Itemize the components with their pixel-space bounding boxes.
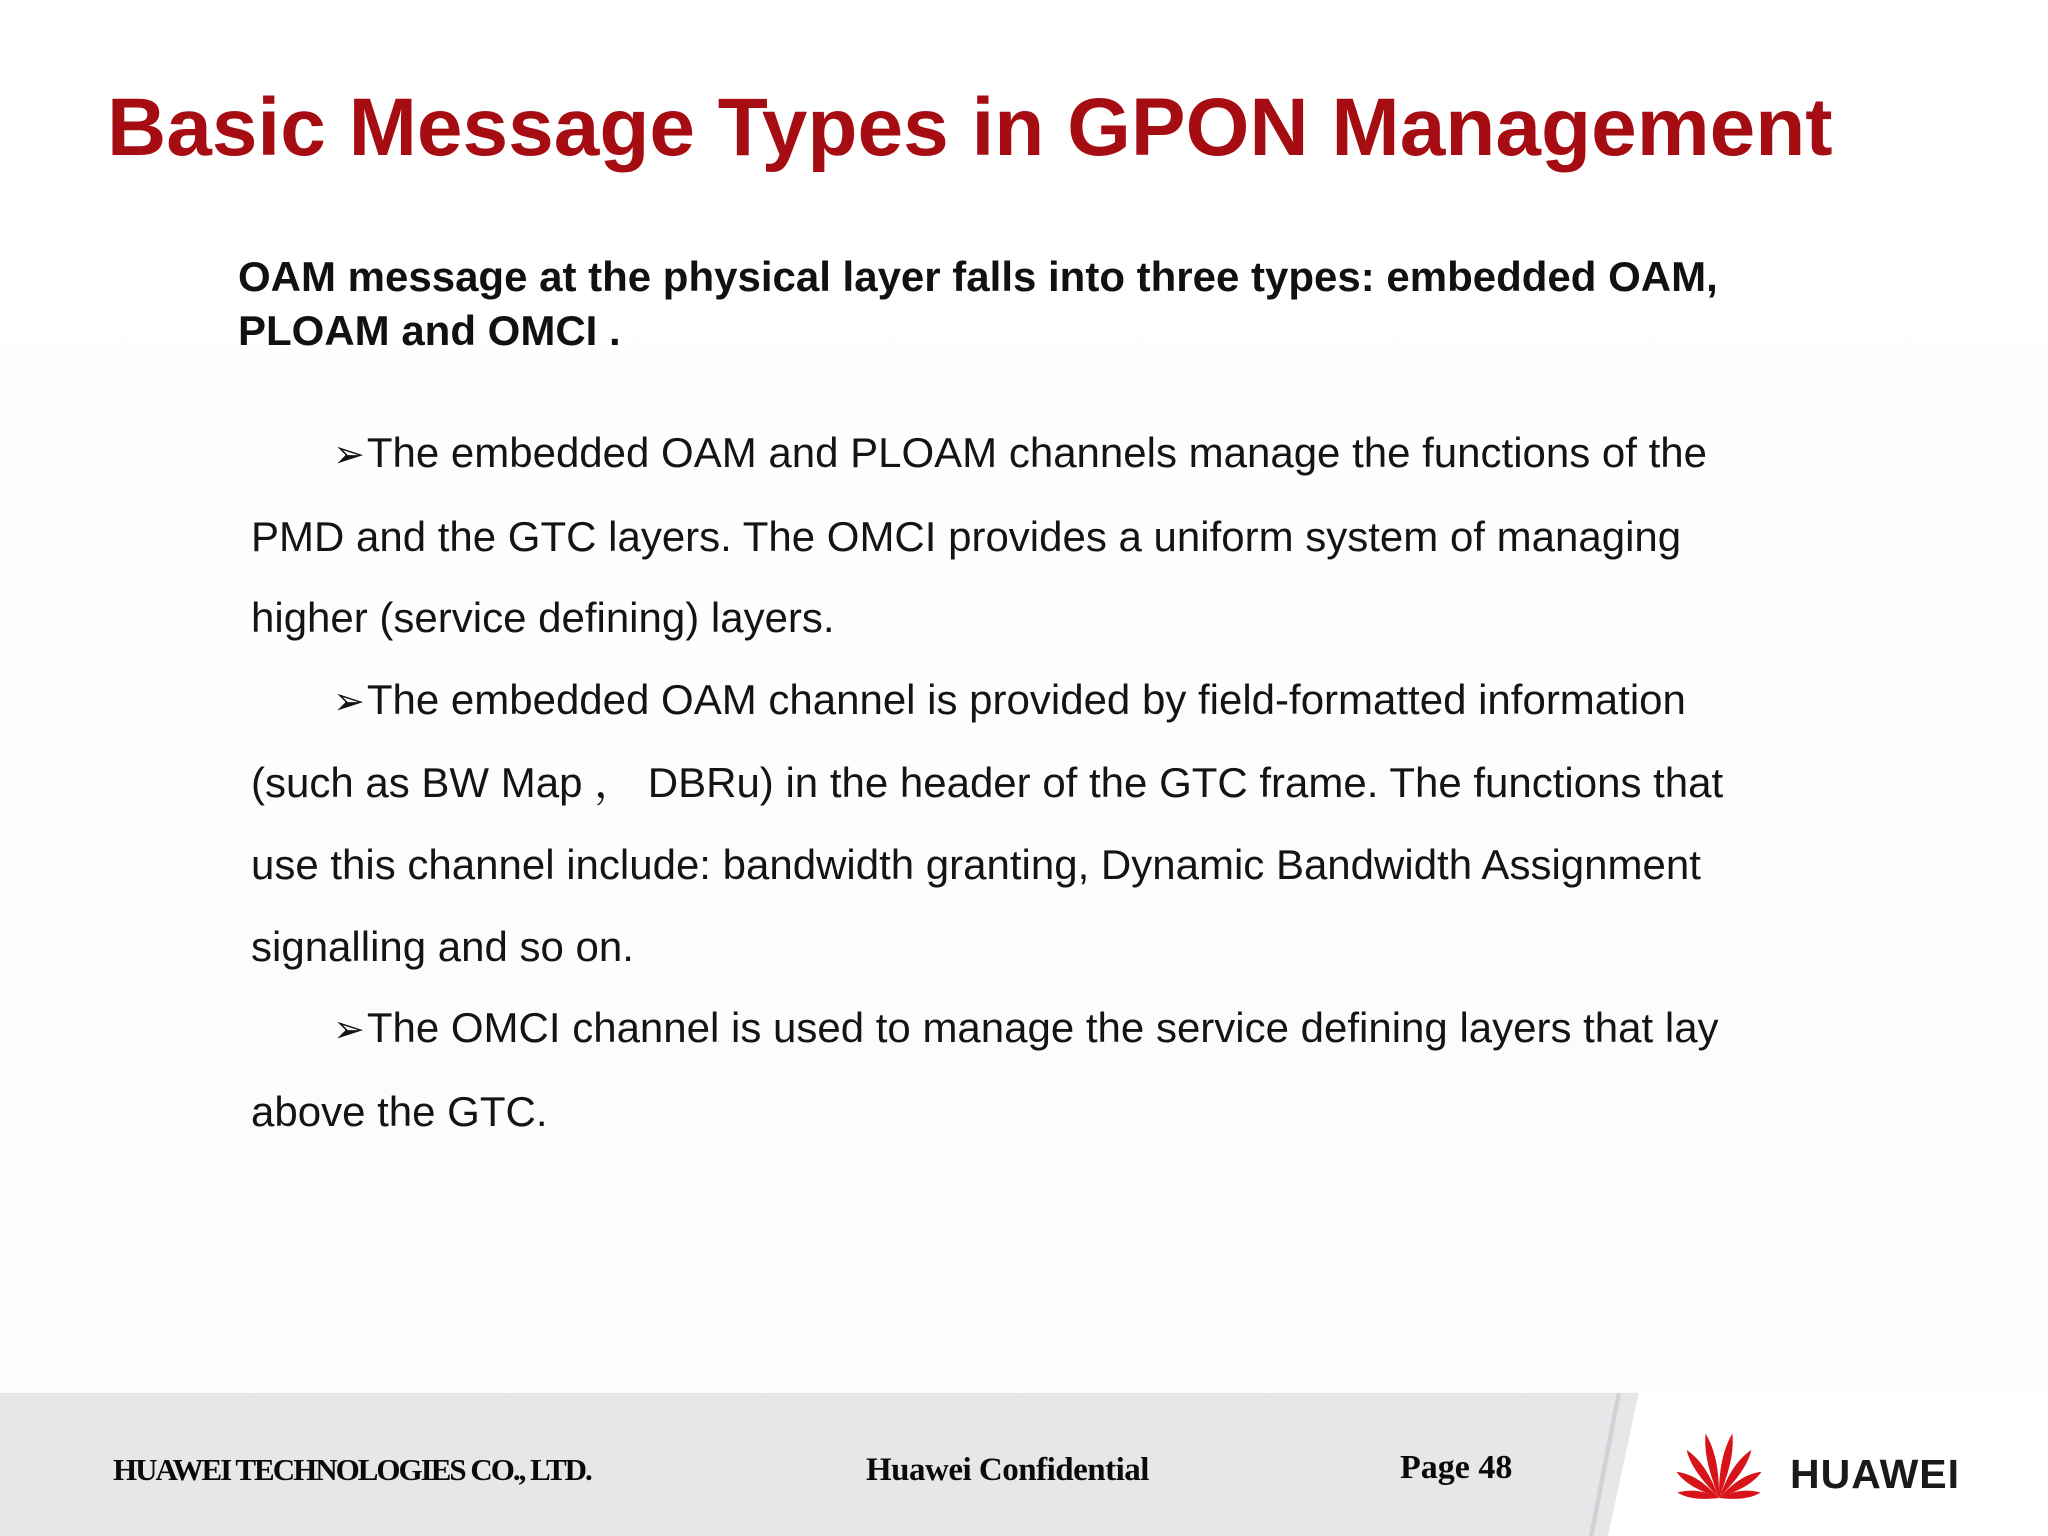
footer-page-number: Page 48 xyxy=(1400,1449,1513,1486)
intro-text: OAM message at the physical layer falls into three types: embedded OAM, PLOAM and OMCI . xyxy=(238,253,1718,354)
bullet-list xyxy=(251,412,1791,1152)
arrow-bullet-icon: ➢ xyxy=(333,1007,365,1052)
huawei-petal-logo-icon xyxy=(1664,1424,1774,1504)
footer-company: HUAWEI TECHNOLOGIES CO., LTD. xyxy=(113,1452,591,1487)
huawei-brand-text: HUAWEI xyxy=(1790,1451,1960,1497)
bullet-text: The embedded OAM and PLOAM channels manage the functions of the PMD and the GTC layers. The OMCI provides a uniform system of managing higher (service defining) layers. xyxy=(251,429,1707,642)
bullet-text: The OMCI channel is used to manage the service defining layers that lay above the GTC. xyxy=(251,1004,1719,1135)
bullet-item xyxy=(251,412,1791,659)
footer-confidential: Huawei Confidential xyxy=(866,1452,1149,1488)
arrow-bullet-icon: ➢ xyxy=(333,678,365,723)
slide-title: Basic Message Types in GPON Management xyxy=(107,82,1833,173)
bullet-item xyxy=(251,987,1791,1152)
arrow-bullet-icon: ➢ xyxy=(333,432,365,476)
bullet-item xyxy=(251,659,1791,987)
bullet-text: The embedded OAM channel is provided by field-formatted information (such as BW Map ， DBRu) in the header of the GTC frame. The functions that use this channel include: bandwidth granting, Dynamic Bandwidth Assignment signalling and so on. xyxy=(251,675,1724,970)
